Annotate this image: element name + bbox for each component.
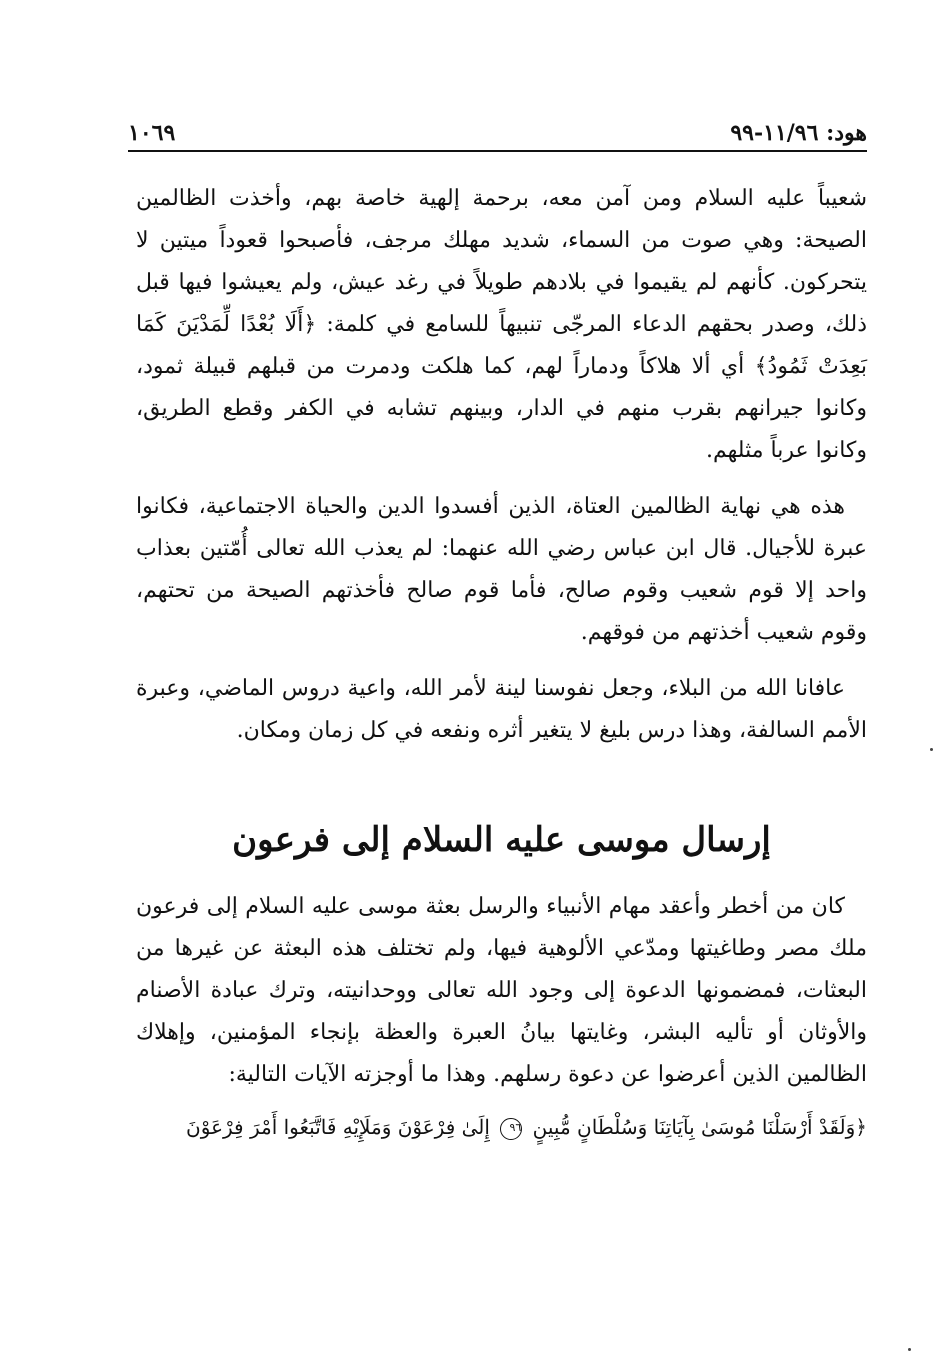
paragraph-1: شعيباً عليه السلام ومن آمن معه، برحمة إلهية خاصة بهم، وأخذت الظالمين الصيحة: وهي صوت من السماء، شديد مهلك مرجف، فأصبحوا قعوداً ميتين لا يتحركون. كأنهم لم يقيموا في بلادهم طويلاً في رغد عيش، ولم يعيشوا فيها قبل ذلك، وصدر بحقهم الدعاء المرجّى تنبيهاً للسامع في كلمة: ﴿أَلَا بُعْدًا لِّمَدْيَنَ كَمَا بَعِدَتْ ثَمُودُ﴾ أي ألا هلاكاً ودماراً لهم، كما هلكت ودمرت من قبلهم قبيلة ثمود، وكانوا جيرانهم بقرب منهم في الدار، وبينهم تشابه في الكفر وقطع الطريق، وكانوا عرباً مثلهم. <box>136 186 867 463</box>
scan-speck <box>930 748 933 751</box>
scan-speck <box>908 1348 911 1351</box>
page-number: ١٠٦٩ <box>128 120 176 146</box>
quran-verse-line <box>136 1106 867 1148</box>
section-title: إرسال موسى عليه السلام إلى فرعون <box>232 820 771 860</box>
ayah-number-marker: ٩٦ <box>500 1118 522 1140</box>
quran-verse-part-2: إِلَىٰ فِرْعَوْنَ وَمَلَإِيْهِ فَاتَّبَعُوا أَمْرَ فِرْعَوْنَ <box>186 1115 490 1139</box>
paragraph-3: عافانا الله من البلاء، وجعل نفوسنا لينة لأمر الله، واعية دروس الماضي، وعبرة الأمم السالفة، وهذا درس بليغ لا يتغير أثره ونفعه في كل زمان ومكان. <box>136 676 867 743</box>
body-text <box>136 178 867 1148</box>
running-header <box>128 118 867 152</box>
chapter-reference: هود: ١١/٩٦-٩٩ <box>730 120 867 146</box>
paragraph-2: هذه هي نهاية الظالمين العتاة، الذين أفسدوا الدين والحياة الاجتماعية، فكانوا عبرة للأجيال. قال ابن عباس رضي الله عنهما: لم يعذب الله تعالى أُمّتين بعذاب واحد إلا قوم شعيب وقوم صالح، فأما قوم صالح فأخذتهم الصيحة من تحتهم، وقوم شعيب أخذتهم من فوقهم. <box>136 494 867 645</box>
paragraph-4: كان من أخطر وأعقد مهام الأنبياء والرسل بعثة موسى عليه السلام إلى فرعون ملك مصر وطاغيتها ومدّعي الألوهية فيها، ولم تختلف هذه البعثة عن غيرها من البعثات، فمضمونها الدعوة إلى وجود الله تعالى ووحدانيته، وترك عبادة الأصنام والأوثان أو تأليه البشر، وغايتها بيانُ العبرة والعظة بإنجاء المؤمنين، وإهلاك الظالمين الذين أعرضوا عن دعوة رسلهم. وهذا ما أوجزته الآيات التالية: <box>136 894 867 1087</box>
quran-verse-part-1: ﴿وَلَقَدْ أَرْسَلْنَا مُوسَىٰ بِآيَاتِنَا وَسُلْطَانٍ مُّبِينٍ <box>532 1115 867 1139</box>
